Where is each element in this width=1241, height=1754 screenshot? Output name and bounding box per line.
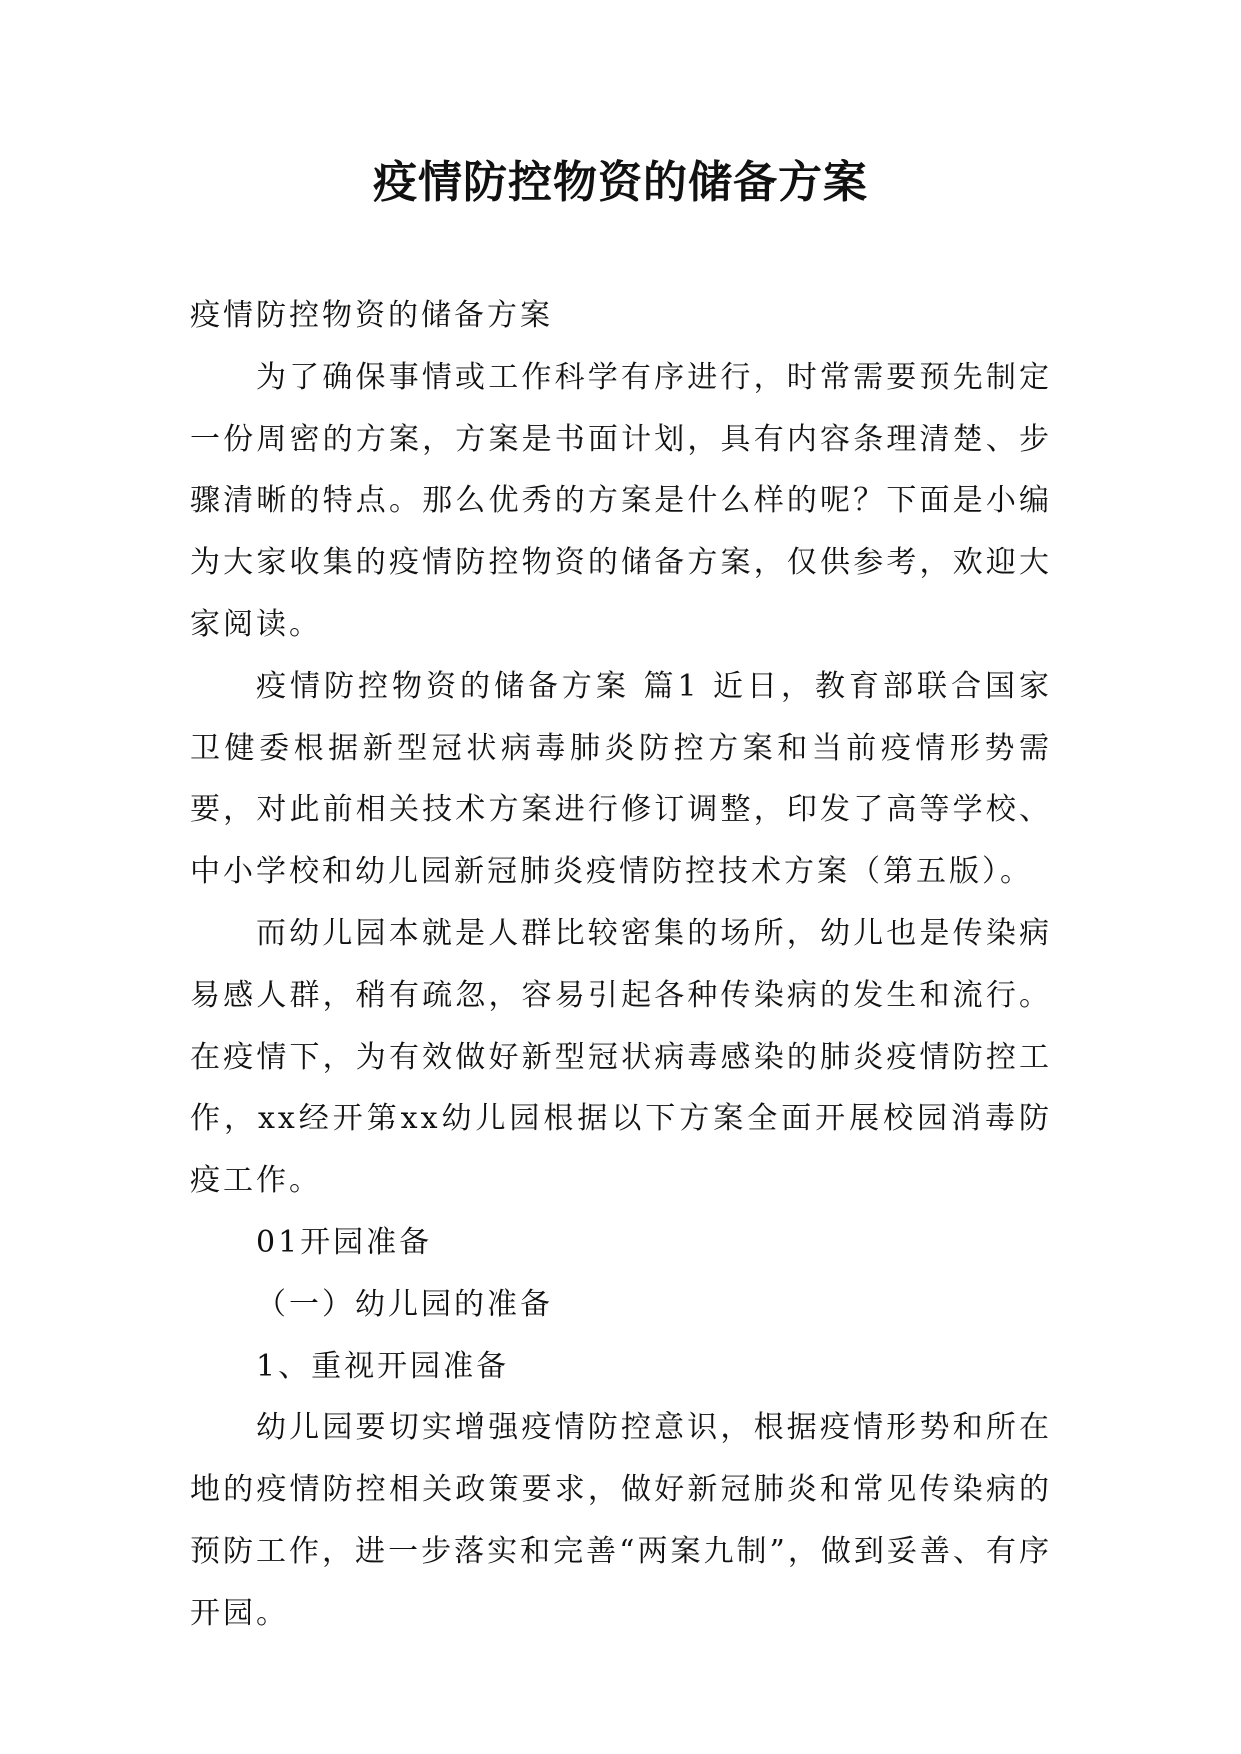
heading-opening-preparation: 01开园准备 bbox=[256, 1224, 433, 1260]
subtitle-paragraph: 疫情防控物资的储备方案 bbox=[190, 298, 553, 333]
section-1-paragraph: 疫情防控物资的储备方案 篇1 近日，教育部联合国家卫健委根据新型冠状病毒肺炎防控方案和当前疫情形势需要，对此前相关技术方案进行修订调整，印发了高等学校、中小学校和幼儿园新冠肺炎疫情防控技术方案（第五版）。 bbox=[190, 668, 1052, 890]
heading-kindergarten-preparation: （一）幼儿园的准备 bbox=[256, 1286, 553, 1322]
heading-value-opening: 1、重视开园准备 bbox=[256, 1348, 510, 1384]
kindergarten-paragraph: 而幼儿园本就是人群比较密集的场所，幼儿也是传染病易感人群，稍有疏忽，容易引起各种传染病的发生和流行。在疫情下，为有效做好新型冠状病毒感染的肺炎疫情防控工作，xx经开第xx幼儿园根据以下方案全面开展校园消毒防疫工作。 bbox=[190, 915, 1052, 1199]
prevention-paragraph: 幼儿园要切实增强疫情防控意识，根据疫情形势和所在地的疫情防控相关政策要求，做好新冠肺炎和常见传染病的预防工作，进一步落实和完善“两案九制”，做到妥善、有序开园。 bbox=[190, 1410, 1052, 1631]
document-title: 疫情防控物资的储备方案 bbox=[373, 157, 868, 208]
intro-paragraph: 为了确保事情或工作科学有序进行，时常需要预先制定一份周密的方案，方案是书面计划，具有内容条理清楚、步骤清晰的特点。那么优秀的方案是什么样的呢？下面是小编为大家收集的疫情防控物资的储备方案，仅供参考，欢迎大家阅读。 bbox=[190, 359, 1052, 642]
document-body bbox=[190, 285, 1052, 1645]
